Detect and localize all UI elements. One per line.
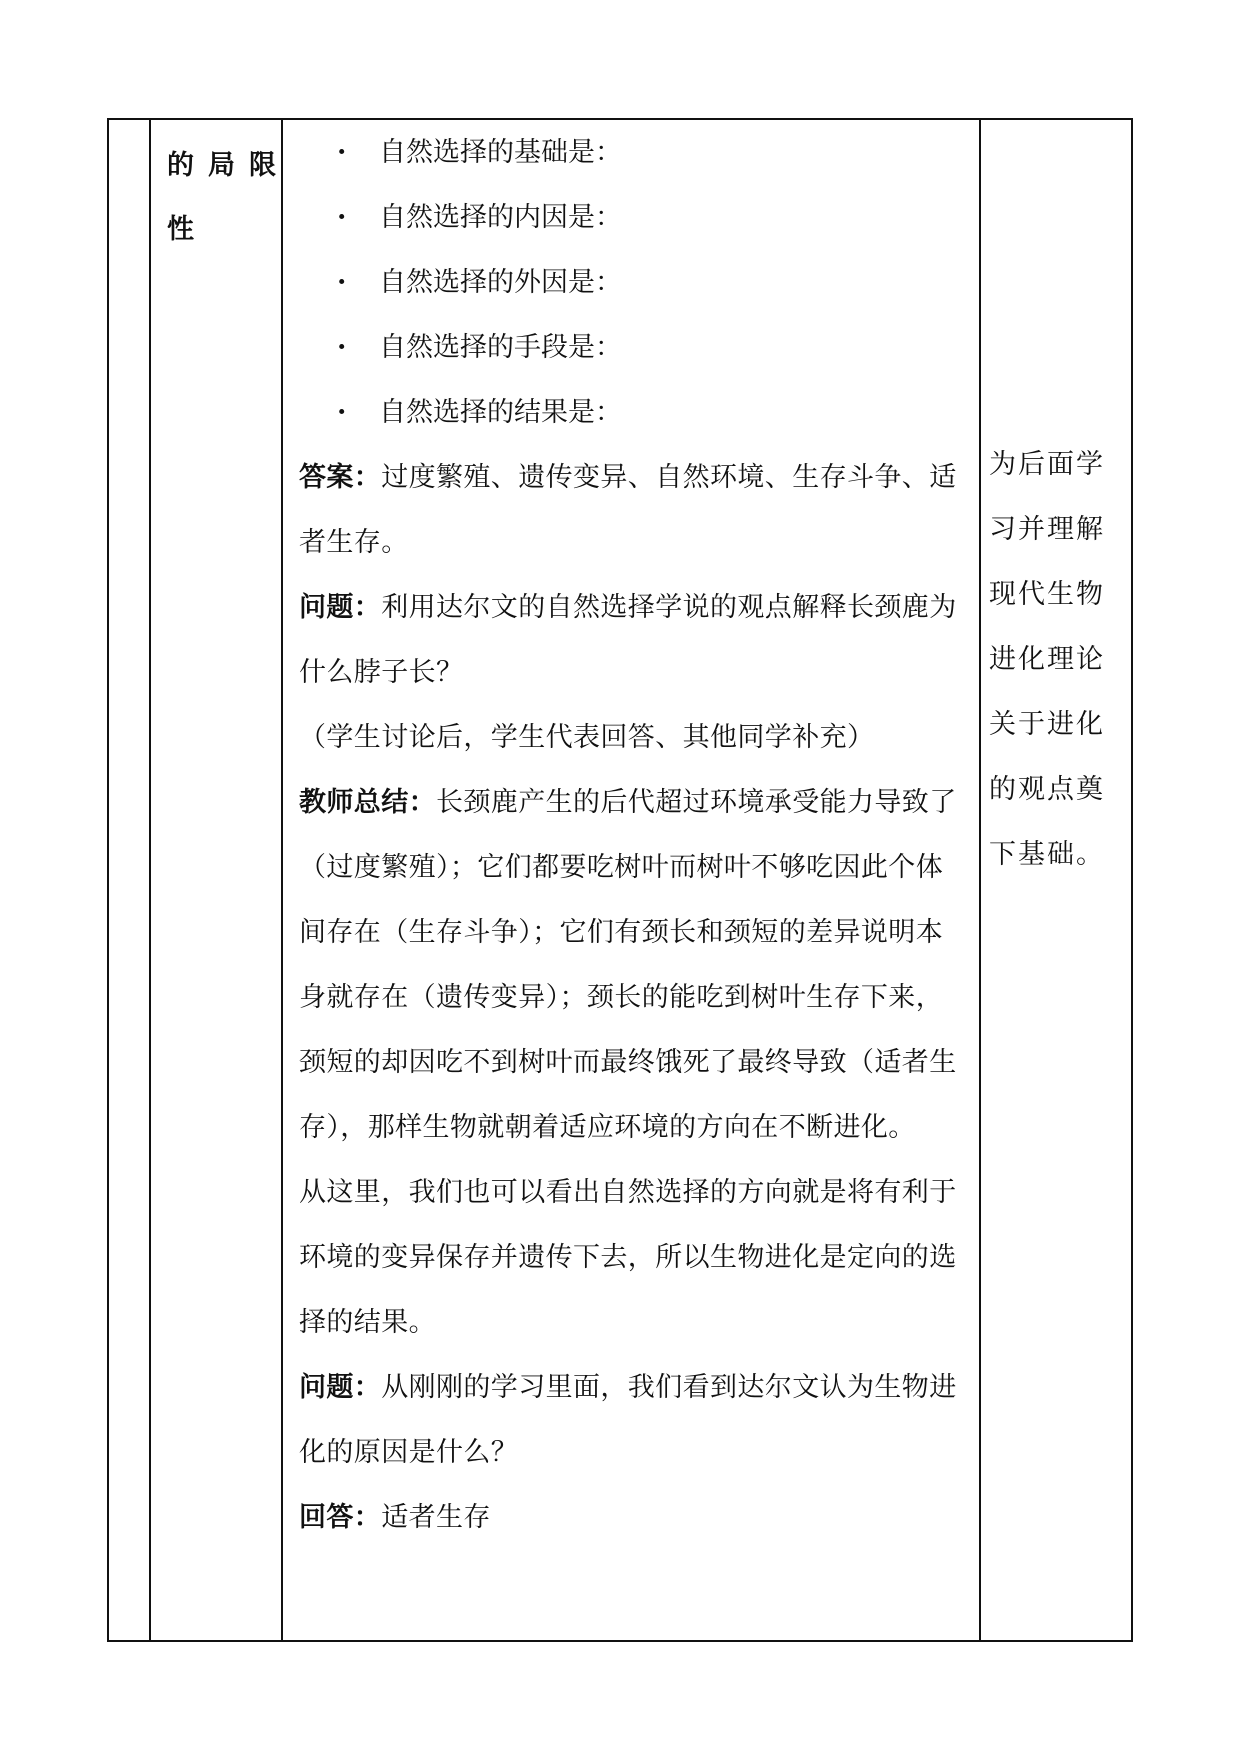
- bullet-dot-icon: ·: [337, 202, 347, 233]
- reply-text: 适者生存: [381, 1502, 491, 1533]
- lesson-plan-table: [107, 118, 1133, 1642]
- teacher-summary-label: 教师总结：: [299, 787, 436, 818]
- column-divider-1: [149, 120, 151, 1640]
- question-label: 问题：: [299, 1372, 382, 1403]
- bullet-item: [299, 315, 967, 380]
- design-note-line: 现代生物: [989, 579, 1105, 610]
- design-note-line: 进化理论: [989, 644, 1105, 675]
- bullet-text: 自然选择的内因是：: [379, 202, 622, 233]
- column-divider-3: [979, 120, 981, 1640]
- design-note-line: 关于进化: [989, 709, 1105, 740]
- answer-paragraph: [299, 445, 967, 575]
- bullet-dot-icon: ·: [337, 137, 347, 168]
- answer-text: 过度繁殖、遗传变异、自然环境、生存斗争、适者生存。: [299, 462, 957, 558]
- stage-label-line-1: 的局限: [167, 150, 290, 181]
- question-label: 问题：: [299, 592, 382, 623]
- bullet-dot-icon: ·: [337, 267, 347, 298]
- teacher-summary-paragraph: [299, 770, 967, 1160]
- bullet-text: 自然选择的基础是：: [379, 137, 622, 168]
- conclusion-paragraph: 从这里，我们也可以看出自然选择的方向就是将有利于环境的变异保存并遗传下去，所以生物进化是定向的选择的结果。: [299, 1177, 957, 1338]
- bullet-text: 自然选择的手段是：: [379, 332, 622, 363]
- question-paragraph: [299, 1355, 967, 1485]
- design-note-line: 下基础。: [989, 839, 1105, 870]
- reply-label: 回答：: [299, 1502, 382, 1533]
- bullet-dot-icon: ·: [337, 332, 347, 363]
- answer-label: 答案：: [299, 462, 382, 493]
- bullet-item: [299, 120, 967, 185]
- stage-label-line-2: 性: [167, 214, 194, 245]
- question-text: 从刚刚的学习里面，我们看到达尔文认为生物进化的原因是什么？: [299, 1372, 957, 1468]
- discussion-note: （学生讨论后，学生代表回答、其他同学补充）: [299, 722, 875, 753]
- question-text: 利用达尔文的自然选择学说的观点解释长颈鹿为什么脖子长？: [299, 592, 957, 688]
- stage-label-cell: [167, 134, 290, 262]
- bullet-item: [299, 250, 967, 315]
- column-divider-2: [281, 120, 283, 1640]
- design-intent-cell: [989, 432, 1119, 887]
- teacher-summary-text: 长颈鹿产生的后代超过环境承受能力导致了（过度繁殖）；它们都要吃树叶而树叶不够吃因此个体间存在（生存斗争）；它们有颈长和颈短的差异说明本身就存在（遗传变异）；颈长的能吃到树叶生存下来，颈短的却因吃不到树叶而最终饿死了最终导致（适者生存），那样生物就朝着适应环境的方向在不断进化。: [299, 787, 957, 1143]
- reply-paragraph: [299, 1485, 967, 1550]
- design-note-line: 的观点奠: [989, 774, 1105, 805]
- design-note-line: 为后面学: [989, 449, 1105, 480]
- bullet-item: [299, 185, 967, 250]
- bullet-text: 自然选择的外因是：: [379, 267, 622, 298]
- natural-selection-bullet-list: [299, 120, 967, 445]
- bullet-item: [299, 380, 967, 445]
- teaching-content-cell: [299, 120, 967, 1550]
- design-note-line: 习并理解: [989, 514, 1105, 545]
- bullet-text: 自然选择的结果是：: [379, 397, 622, 428]
- bullet-dot-icon: ·: [337, 397, 347, 428]
- question-paragraph: [299, 575, 967, 705]
